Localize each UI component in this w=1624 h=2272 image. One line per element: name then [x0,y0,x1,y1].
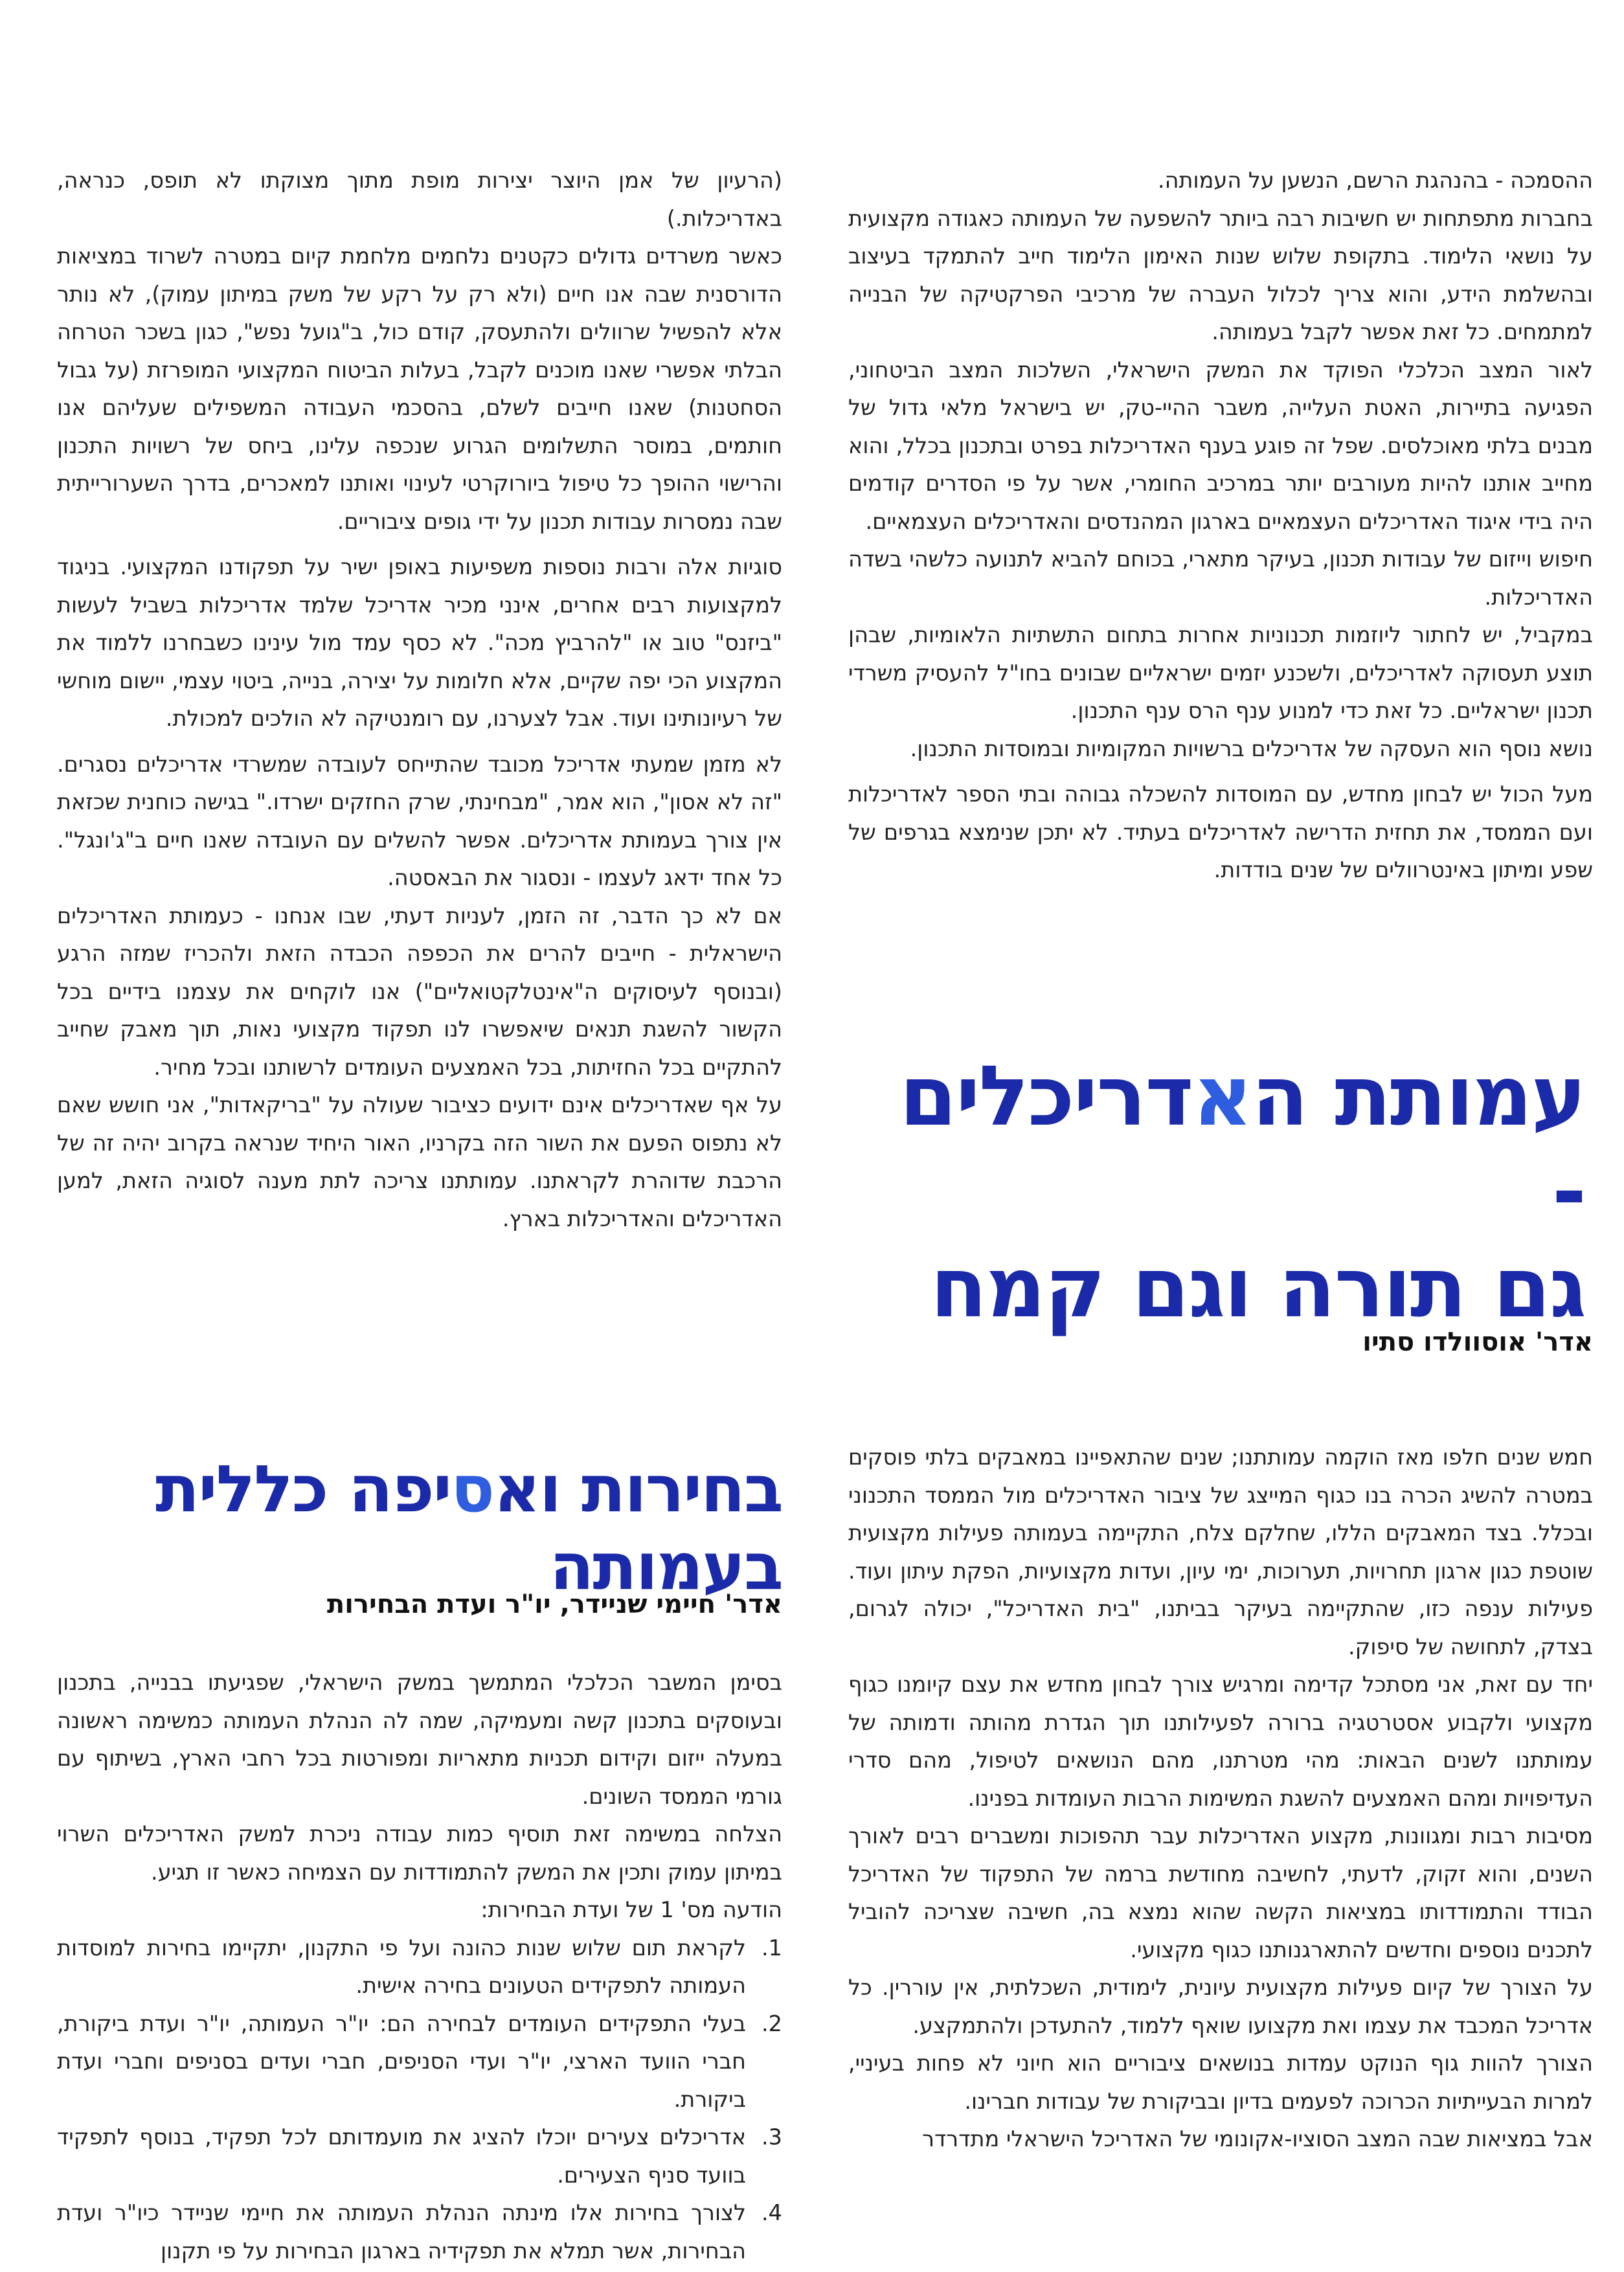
list-item [57,2119,782,2194]
paragraph: הצלחה במשימה זאת תוסיף כמות עבודה ניכרת למשק האדריכלים השרוי במיתון עמוק ותכין את המשק להתמודדות עם הצמיחה כאשר זו תגיע. [57,1821,782,1885]
paragraph: לא מזמן שמעתי אדריכל מכובד שהתייחס לעובדה שמשרדי אדריכלים נסגרים. "זה לא אסון", הוא אמר, "מבחינתי, שרק החזקים ישרדו." בגישה כוחנית שכזאת אין צורך בעמותת אדריכלים. אפשר להשלים עם העובדה שאנו חיים ב"ג'ונגל". כל אחד ידאג לעצמו - ונסגור את הבאסטה. [57,751,782,890]
paragraph: בסימן המשבר הכלכלי המתמשך במשק הישראלי, שפגיעתו בבנייה, בתכנון ובעוסקים בתכנון קשה ומעמיקה, שמה לה הנהלת העמותה כמשימה ראשונה במעלה ייזום וקידום תכניות מתאריות ומפורטות בכל רחבי הארץ, בשיתוף עם גורמי הממסד השונים. [57,1670,782,1809]
paragraph: אבל במציאות שבה המצב הסוציו-אקונומי של האדריכל הישראלי מתדרדר [922,2126,1593,2152]
article-author: אדר' אוסוולדו סתיו [1362,1327,1593,1357]
list-item-text: לצורך בחירות אלו מינתה הנהלת העמותה את חיימי שניידר כיו"ר ועדת הבחירות, אשר תמלא את תפקידיה בארגון הבחירות על פי תקנון [57,2200,746,2264]
paragraph: נושא נוסף הוא העסקה של אדריכלים ברשויות המקומיות ובמוסדות התכנון. [910,736,1593,761]
list-number: 1. [761,1935,782,1961]
list-item-text: לקראת תום שלוש שנות כהונה ועל פי התקנון, יתקיימו בחירות למוסדות העמותה לתפקידים הטעונים בחירה אישית. [57,1935,746,1998]
list-item [57,1929,782,2005]
numbered-list [57,1929,782,2271]
list-item-text: אדריכלים צעירים יוכלו להציג את מועמדותם לכל תפקיד, בנוסף לתפקיד בוועד סניף הצעירים. [57,2124,746,2188]
paragraph: הודעה מס' 1 של ועדת הבחירות: [480,1897,782,1922]
article-2-author: אדר' חיימי שניידר, יו"ר ועדת הבחירות [326,1590,782,1619]
paragraph: ההסמכה - בהנהגת הרשם, הנשען על העמותה. [1157,168,1593,193]
list-number: 4. [761,2200,782,2225]
paragraph: יחד עם זאת, אני מסתכל קדימה ומרגיש צורך לבחון מחדש את עצם קיומנו כגוף מקצועי ולקבוע אסטרטגיה ברורה לפעילותנו תוך הגדרת מהותה ודמותה של עמותתנו לשנים הבאות: מהי מטרתנו, מהם הנושאים לטיפול, מהם סדרי העדיפויות ומהם האמצעים להשגת המשימות הרבות העומדות בפנינו. [848,1672,1593,1811]
paragraph: בחברות מתפתחות יש חשיבות רבה ביותר להשפעה של העמותה כאגודה מקצועית על נושאי הלימוד. בתקופת שלוש שנות האימון הלימוד חייב להתמקד בעיצוב ובהשלמת הידע, והוא צריך לכלול העברה של מרכיבי הפרקטיקה של הבנייה למתמחים. כל זאת אפשר לקבל בעמותה. [848,205,1593,344]
column-top-left [57,162,782,1238]
article-title-line-2: גם תורה וגם קמח [930,1240,1585,1336]
paragraph: לאור המצב הכלכלי הפוקד את המשק הישראלי, השלכות המצב הביטחוני, הפגיעה בתיירות, האטת העלייה, משבר ההיי-טק, יש בישראל מלאי גדול של מבנים בלתי מאוכלסים. שפל זה פוגע בענף האדריכלות בפרט ובתכנון בכלל, והוא מחייב אותנו להיות מעורבים יותר במרכיב החומרי, אשר על פי הסדרים קודמים היה בידי איגוד האדריכלים העצמאיים בארגון המהנדסים והאדריכלים העצמאיים. [848,357,1593,534]
list-item [57,2194,782,2270]
paragraph: סוגיות אלה ורבות נוספות משפיעות באופן ישיר על תפקודנו המקצועי. בניגוד למקצועות רבים אחרים, אינני מכיר אדריכל שלמד אדריכלות בשביל לעשות "ביזנס" טוב או "להרביץ מכה". לא כסף עמד מול עינינו כשבחרנו ללמוד את המקצוע הכי יפה שקיים, אלא חלומות על יצירה, בנייה, ביטוי עצמי, יישום מוחשי של רעיונותינו ועוד. אבל לצערנו, עם רומנטיקה לא הולכים למכולת. [57,554,782,731]
paragraph: אם לא כך הדבר, זה הזמן, לעניות דעתי, שבו אנחנו - כעמותת האדריכלים הישראלית - חייבים להרים את הכפפה הכבדה הזאת ולהכריז שמזה הרגע (ובנוסף לעיסוקים ה"אינטלקטואליים") אנו לוקחים את עצמנו בידיים בכל הקשור להשגת תנאים שיאפשרו לנו תפקוד מקצועי נאות, תוך מאבק שחייב להתקיים בכל החזיתות, בכל האמצעים העומדים לרשותנו ובכל מחיר. [57,903,782,1080]
paragraph: מעל הכול יש לבחון מחדש, עם המוסדות להשכלה גבוהה ובתי הספר לאדריכלות ועם הממסד, את תחזית הדרישה לאדריכלים בעתיד. לא יתכן שנימצא בגרפים של שפע ומיתון באינטרוולים של שנים בודדות. [848,782,1593,883]
article-2-title: בחירות ואסיפה כללית בעמותה [155,1451,782,1604]
paragraph: חיפוש וייזום של עבודות תכנון, בעיקר מתארי, בכוחם להביא לתנועה כלשהי בשדה האדריכלות. [848,546,1593,610]
column-bottom-left [57,1664,782,2270]
article-title-line-1: עמותת האדריכלים - [899,1048,1585,1241]
paragraph: כאשר משרדים גדולים כקטנים נלחמים מלחמת קיום במטרה לשרוד במציאות הדורסנית שבה אנו חיים (ולא רק על רקע של משק במיתון עמוק), לא נותר אלא להפשיל שרוולים ולהתעסק, קודם כול, ב"גועל נפש", כגון בשכר הטרחה הבלתי אפשרי שאנו מוכנים לקבל, בעלות הביטוח המקצועי המופרזת (על גבול הסחטנות) שאנו חייבים לשלם, בהסכמי העבודה המשפילים שעליהם אנו חותמים, במוסר התשלומים הגרוע שנכפה עלינו, ביחס של רשויות התכנון והרישוי ההופך כל טיפול ביורוקרטי לעינוי ואותנו למאכרים, בדרך השערורייתית שבה נמסרות עבודות תכנון על ידי גופים ציבוריים. [57,243,782,534]
article-title [873,1049,1585,1336]
title-initial-letter: א [1192,1048,1252,1145]
paragraph: (הרעיון של אמן היוצר יצירות מופת מתוך מצוקתו לא תופס, כנראה, באדריכלות.) [57,168,782,231]
paragraph: הצורך להוות גוף הנוקט עמדות בנושאים ציבוריים הוא חיוני לא פחות בעיניי, למרות הבעייתיות הכרוכה לפעמים בדיון ובביקורת של עבודות חברינו. [848,2051,1593,2114]
list-number: 3. [761,2124,782,2150]
column-bottom-right [848,1439,1593,2159]
title-initial-letter: ס [451,1451,494,1527]
list-item [57,2005,782,2119]
paragraph: חמש שנים חלפו מאז הוקמה עמותתנו; שנים שהתאפיינו במאבקים בלתי פוסקים במטרה להשיג הכרה בנו כגוף המייצג של ציבור האדריכלים מול הממסד התכנוני ובכלל. בצד המאבקים הללו, שחלקם צלח, התקיימה בעמותה פעילות מקצועית שוטפת כגון ארגון תחרויות, תערוכות, ימי עיון, ועדות מקצועיות, הפקת עיתון ועוד. פעילות ענפה כזו, שהתקיימה בעיקר בביתנו, "בית האדריכל", יכולה לגרום, בצדק, לתחושה של סיפוק. [848,1445,1593,1659]
column-top-right [848,162,1593,890]
paragraph: במקביל, יש לחתור ליוזמות תכנוניות אחרות בתחום התשתיות הלאומיות, שבהן תוצע תעסוקה לאדריכלים, ולשכנע יזמים ישראליים שבונים בחו"ל להעסיק משרדי תכנון ישראליים. כל זאת כדי למנוע ענף הרס ענף התכנון. [848,622,1593,723]
list-number: 2. [761,2010,782,2036]
paragraph: על אף שאדריכלים אינם ידועים כציבור שעולה על "בריקאדות", אני חושש שאם לא נתפוס הפעם את השור הזה בקרניו, האור היחיד שנראה בקרוב יהיה זה של הרכבת שדוהרת לקראתנו. עמותתנו צריכה לתת מענה לסוגיה הזאת, למען האדריכלים והאדריכלות בארץ. [57,1092,782,1232]
list-item-text: בעלי התפקידים העומדים לבחירה הם: יו"ר העמותה, יו"ר ועדת ביקורת, חברי הוועד הארצי, יו"ר ועדי הסניפים, חברי ועדים בסניפים וחברי ועדת ביקורת. [57,2010,746,2112]
paragraph: מסיבות רבות ומגוונות, מקצוע האדריכלות עבר תהפוכות ומשברים רבים לאורך השנים, והוא זקוק, לדעתי, לחשיבה מחודשת ברמה של התפקוד של האדריכל הבודד והתמודדותו במציאות הקשה שהוא נמצא בה, חשיבה שצריכה להוביל לתכנים נוספים וחדשים להתארגנותנו כגוף מקצועי. [848,1823,1593,1963]
paragraph: על הצורך של קיום פעילות מקצועית עיונית, לימודית, השכלתית, אין עוררין. כל אדריכל המכבד את עצמו ואת מקצועו שואף ללמוד, להתעדכן ולהתמקצע. [848,1975,1593,2038]
